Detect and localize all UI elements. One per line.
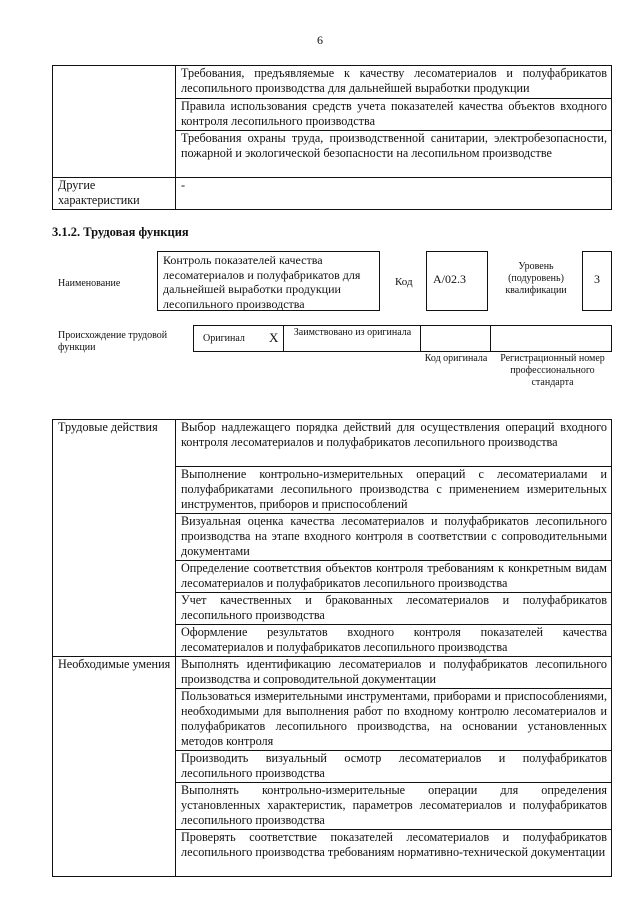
row-label: Другие характеристики (53, 178, 176, 210)
page-number: 6 (317, 33, 323, 47)
name-label: Наименование (58, 278, 121, 289)
table-cell: Учет качественных и бракованных лесоматериалов и полуфабрикатов лесопильного производства (176, 593, 612, 625)
reg-number-label: Регистрационный номер профессионального стандарта (500, 353, 605, 388)
level-box (582, 251, 612, 311)
table-row (53, 178, 612, 210)
borrowed-cell (284, 326, 421, 351)
table-cell: Производить визуальный осмотр лесоматериалов и полуфабрикатов лесопильного производства (176, 751, 612, 783)
table-cell: Требования охраны труда, производственной санитарии, электробезопасности, пожарной и экологической безопасности на лесопильном производстве (176, 131, 612, 178)
table-cell: Выполнять контрольно-измерительные операции для определения установленных характеристик, параметров лесоматериалов и полуфабрикатов лесопильного производства (176, 783, 612, 830)
level-value: 3 (594, 272, 600, 286)
table-cell: Требования, предъявляемые к качеству лесоматериалов и полуфабрикатов лесопильного производства для дальнейшей выработки продукции (176, 66, 612, 99)
code-value: А/02.3 (433, 272, 466, 286)
row-label: Трудовые действия (53, 420, 176, 657)
table-cell: Правила использования средств учета показателей качества объектов входного контроля лесопильного производства (176, 99, 612, 131)
level-label: Уровень (подуровень) квалификации (505, 261, 567, 296)
origin-label: Происхождение трудовой функции (58, 330, 168, 353)
table-cell: Выполнение контрольно-измерительных операций с лесоматериалами и полуфабрикатами лесопильного производства с применением измерительных инструментов, приборов и приспособлений (176, 467, 612, 514)
table-cell: Выбор надлежащего порядка действий для осуществления операций входного контроля лесоматериалов и полуфабрикатов лесопильного производства (176, 420, 612, 467)
section-heading: 3.1.2. Трудовая функция (52, 225, 189, 239)
reg-number-cell (491, 326, 611, 351)
table-cell: Пользоваться измерительными инструментами, приборами и приспособлениями, необходимыми для выполнения работ по входному контролю лесоматериалов и полуфабрикатов лесопильного производства, на основании установленных методов контроля (176, 689, 612, 751)
function-details-table (52, 419, 612, 877)
row-label: Необходимые умения (53, 657, 176, 877)
code-original-label: Код оригинала (424, 353, 488, 364)
code-original-cell (421, 326, 491, 351)
original-cell (194, 326, 284, 351)
table-row (53, 420, 612, 467)
table-cell: Визуальная оценка качества лесоматериалов и полуфабрикатов лесопильного производства на этапе входного контроля в соответствии с сопроводительными документами (176, 514, 612, 561)
table-cell: Выполнять идентификацию лесоматериалов и полуфабрикатов лесопильного производства и сопроводительной документации (176, 657, 612, 689)
table-cell: Оформление результатов входного контроля показателей качества лесоматериалов и полуфабрикатов лесопильного производства (176, 625, 612, 657)
function-name-box (157, 251, 380, 311)
original-label: Оригинал (203, 333, 245, 344)
original-mark: X (269, 330, 279, 345)
table-row (53, 66, 612, 99)
origin-row (193, 325, 612, 352)
characteristics-table (52, 65, 612, 210)
table-cell: Проверять соответствие показателей лесоматериалов и полуфабрикатов лесопильного производства требованиям нормативно-технической документации (176, 830, 612, 877)
table-cell: Определение соответствия объектов контроля требованиям к конкретным видам лесоматериалов и полуфабрикатов лесопильного производства (176, 561, 612, 593)
empty-label-cell (53, 66, 176, 178)
function-name: Контроль показателей качества лесоматериалов и полуфабрикатов для дальнейшей выработки продукции лесопильного производства (163, 253, 361, 311)
borrowed-label: Заимствовано из оригинала (293, 327, 412, 338)
table-cell: - (176, 178, 612, 210)
code-label: Код (395, 276, 413, 288)
code-box (426, 251, 488, 311)
table-row (53, 657, 612, 689)
